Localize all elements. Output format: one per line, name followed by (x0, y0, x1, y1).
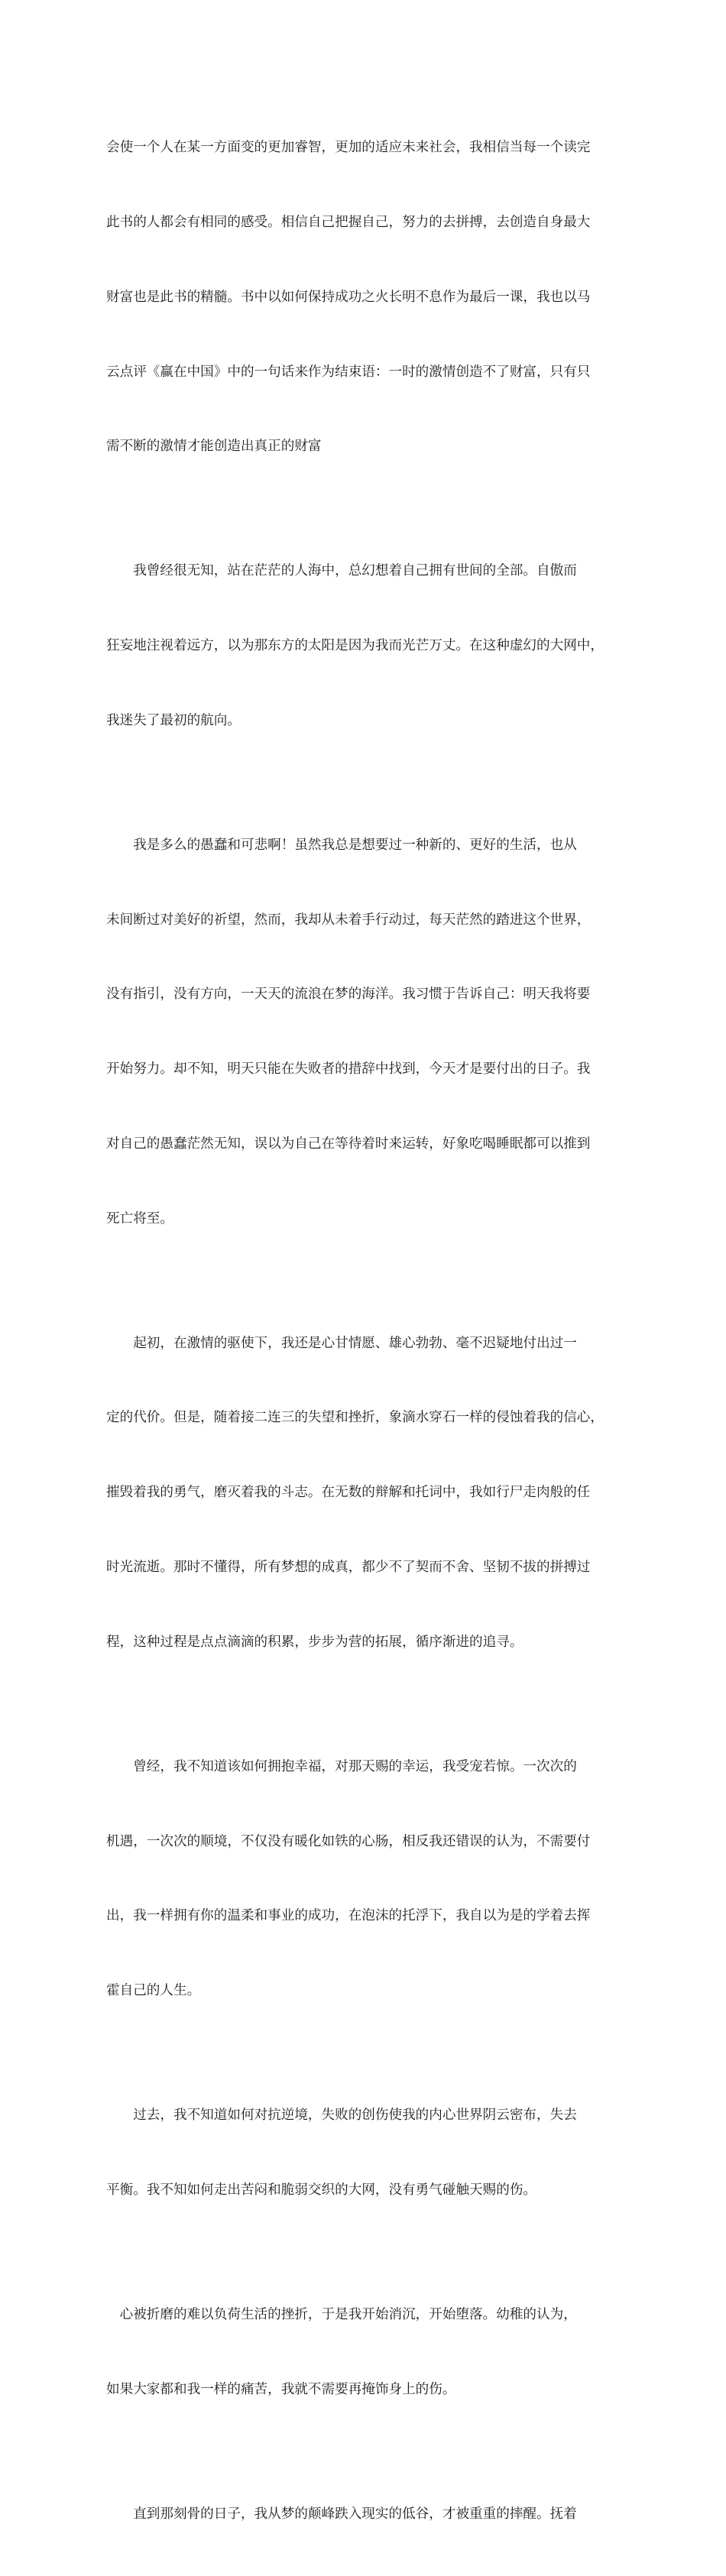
text-line: 死亡将至。 (106, 1210, 173, 1226)
text-line: 如果大家都和我一样的痛苦，我就不需要再掩饰身上的伤。 (106, 2381, 456, 2397)
paragraph (106, 783, 623, 1282)
text-line: 云点评《赢在中国》中的一句话来作为结束语：一时的激情创造不了财富，只有只 (106, 364, 591, 380)
paragraph (106, 2451, 623, 2576)
text-line: 时光流逝。那时不懂得，所有梦想的成真，都少不了契而不舍、坚韧不拔的拼搏过 (106, 1560, 591, 1576)
text-line: 没有指引，没有方向，一天天的流浪在梦的海洋。我习惯于告诉自己：明天我将要 (106, 987, 591, 1003)
text-line: 霍自己的人生。 (106, 1983, 201, 1999)
text-line: 我曾经很无知，站在茫茫的人海中，总幻想着自己拥有世间的全部。自傲而 (106, 563, 577, 579)
text-line: 平衡。我不知如何走出苦闷和脆弱交织的大网，没有勇气碰触天赐的伤。 (106, 2182, 537, 2198)
paragraph (106, 1282, 623, 1705)
text-line: 财富也是此书的精髓。书中以如何保持成功之火长明不息作为最后一课，我也以马 (106, 289, 591, 305)
text-line: 摧毁着我的勇气，磨灭着我的斗志。在无数的辩解和托词中，我如行尸走肉般的任 (106, 1485, 591, 1501)
text-line: 我是多么的愚蠢和可悲啊！虽然我总是想要过一种新的、更好的生活，也从 (106, 837, 577, 853)
text-line: 需不断的激情才能创造出真正的财富 (106, 439, 322, 455)
text-line: 机遇，一次次的顺境，不仅没有暖化如铁的心肠，相反我还错误的认为，不需要付 (106, 1833, 591, 1849)
paragraph (106, 1705, 623, 2053)
document-body (106, 86, 623, 2576)
text-line: 未间断过对美好的祈望，然而，我却从未着手行动过，每天茫然的踏进这个世界， (106, 912, 591, 928)
text-line: 开始努力。却不知，明天只能在失败者的措辞中找到，今天才是要付出的日子。我 (106, 1061, 591, 1077)
text-line: 过去，我不知道如何对抗逆境，失败的创伤使我的内心世界阴云密布，失去 (106, 2108, 577, 2124)
text-line: 我迷失了最初的航向。 (106, 712, 241, 728)
text-line: 狂妄地注视着远方，以为那东方的太阳是因为我而光芒万丈。在这种虚幻的大网中， (106, 638, 604, 654)
text-line: 起初，在激情的驱使下，我还是心甘情愿、雄心勃勃、毫不迟疑地付出过一 (106, 1335, 577, 1351)
text-line: 曾经，我不知道该如何拥抱幸福，对那天赐的幸运，我受宠若惊。一次次的 (106, 1758, 577, 1774)
text-line: 出，我一样拥有你的温柔和事业的成功，在泡沫的托浮下，我自以为是的学着去挥 (106, 1908, 591, 1924)
text-line: 定的代价。但是，随着接二连三的失望和挫折，象滴水穿石一样的侵蚀着我的信心， (106, 1410, 604, 1426)
paragraph (106, 2053, 623, 2253)
text-line: 直到那刻骨的日子，我从梦的颠峰跌入现实的低谷，才被重重的摔醒。抚着 (106, 2506, 577, 2522)
paragraph (106, 86, 623, 509)
text-line: 此书的人都会有相同的感受。相信自己把握自己，努力的去拼搏，去创造自身最大 (106, 214, 591, 230)
text-line: 会使一个人在某一方面变的更加睿智，更加的适应未来社会，我相信当每一个读完 (106, 140, 591, 156)
paragraph (106, 509, 623, 783)
text-line: 对自己的愚蠢茫然无知，误以为自己在等待着时来运转，好象吃喝睡眠都可以推到 (106, 1136, 591, 1152)
text-line: 程，这种过程是点点滴滴的积累，步步为营的拓展，循序渐进的追寻。 (106, 1634, 523, 1650)
text-line: 心被折磨的难以负荷生活的挫折，于是我开始消沉，开始堕落。幼稚的认为， (106, 2306, 577, 2322)
paragraph (106, 2253, 623, 2452)
